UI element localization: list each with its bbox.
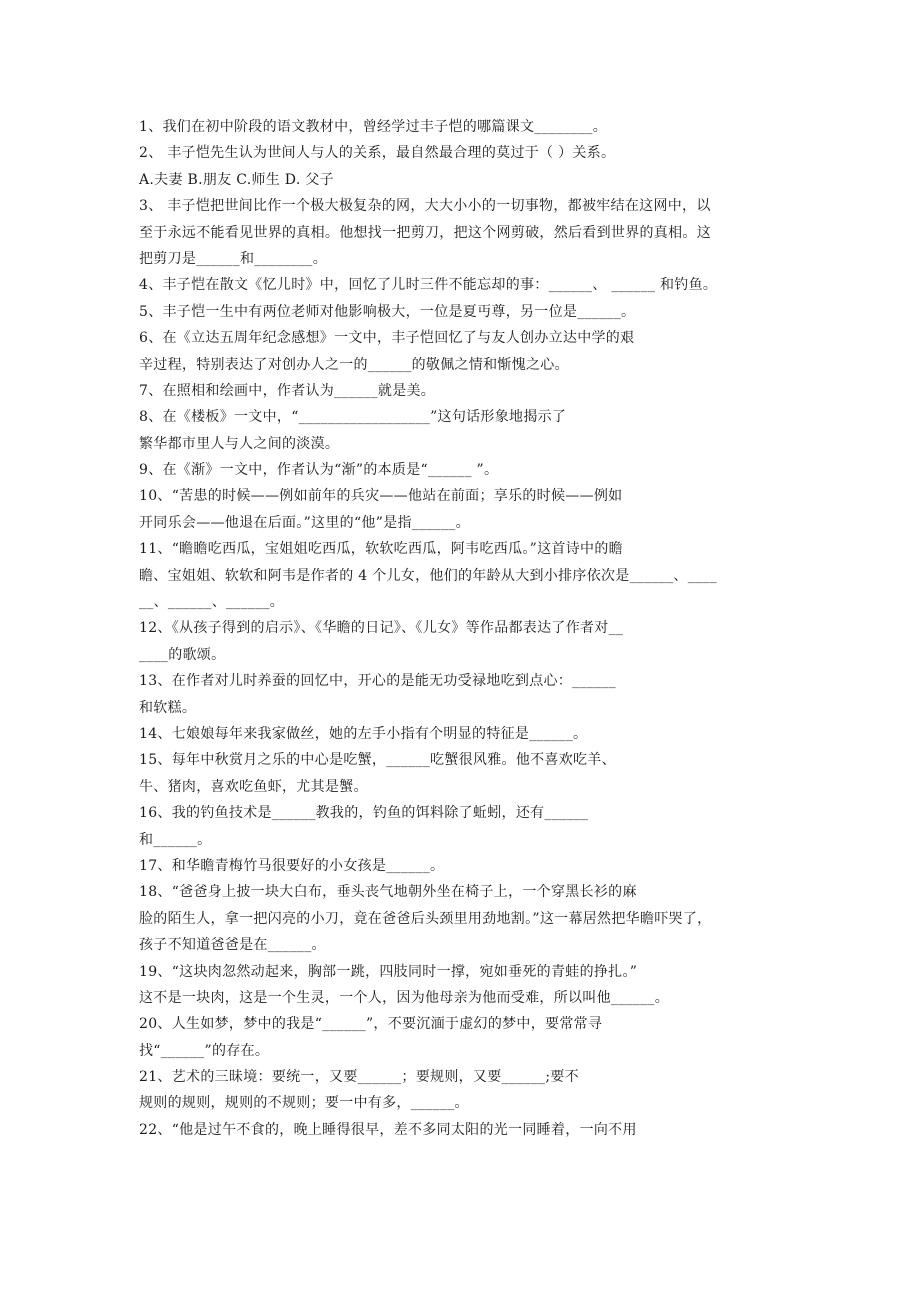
text-line: 15、每年中秋赏月之乐的中心是吃蟹，______吃蟹很风雅。他不喜欢吃羊、: [139, 752, 616, 769]
text-line: 繁华都市里人与人之间的淡漠。: [139, 435, 340, 452]
text-line: 和软糕。: [139, 699, 197, 716]
text-line: ____的歌颂。: [139, 646, 226, 663]
text-line: 开同乐会——他退在后面。”这里的“他”是指______。: [139, 514, 470, 531]
text-line: 瞻、宝姐姐、软软和阿韦是作者的 4 个儿女，他们的年龄从大到小排序依次是______、____: [139, 567, 717, 584]
text-line: 18、“爸爸身上披一块大白布，垂头丧气地朝外坐在椅子上，一个穿黑长衫的麻: [139, 884, 637, 901]
text-line: 20、人生如梦，梦中的我是“______”，不要沉湎于虚幻的梦中，要常常寻: [139, 1016, 603, 1033]
text-line: 和______。: [139, 831, 212, 848]
text-line: 找“______”的存在。: [139, 1042, 270, 1059]
text-line: 5、丰子恺一生中有两位老师对他影响极大，一位是夏丏尊，另一位是______。: [139, 303, 636, 320]
text-line: 至于永远不能看见世界的真相。他想找一把剪刀，把这个网剪破，然后看到世界的真相。这: [139, 224, 711, 241]
text-line: 1、我们在初中阶段的语文教材中，曾经学过丰子恺的哪篇课文________。: [139, 119, 608, 135]
text-line: 17、和华瞻青梅竹马很要好的小女孩是______。: [139, 857, 445, 874]
text-line: 辛过程，特别表达了对创办人之一的______的敬佩之情和惭愧之心。: [139, 356, 569, 373]
text-line: 22、“他是过午不食的，晚上睡得很早，差不多同太阳的光一同睡着，一向不用: [139, 1121, 637, 1138]
text-line: 8、在《楼板》一文中，“__________________”这句话形象地揭示了: [139, 409, 567, 426]
text-line: 9、在《渐》一文中，作者认为“渐”的本质是“______ ”。: [139, 462, 499, 479]
text-line: 16、我的钓鱼技术是______教我的，钓鱼的饵料除了蚯蚓，还有______: [139, 805, 589, 822]
text-line: A.夫妻 B.朋友 C.师生 D. 父子: [139, 171, 334, 188]
text-line: 13、在作者对儿时养蚕的回忆中，开心的是能无功受禄地吃到点心：______: [139, 673, 616, 690]
text-line: 11、“瞻瞻吃西瓜，宝姐姐吃西瓜，软软吃西瓜，阿韦吃西瓜。”这首诗中的瞻: [139, 541, 623, 558]
text-line: 脸的陌生人，拿一把闪亮的小刀，竟在爸爸后头颈里用劲地割。”这一幕居然把华瞻吓哭了，: [139, 910, 712, 927]
text-line: 21、艺术的三昧境：要统一，又要______；要规则，又要______;要不: [139, 1069, 579, 1086]
text-line: 6、在《立达五周年纪念感想》一文中，丰子恺回忆了与友人创办立达中学的艰: [139, 330, 635, 347]
text-line: 规则的规则，规则的不规则；要一中有多，______。: [139, 1095, 469, 1112]
text-line: 2、 丰子恺先生认为世间人与人的关系，最自然最合理的莫过于（ ）关系。: [139, 145, 616, 162]
text-line: 19、“这块肉忽然动起来，胸部一跳，四肢同时一撑，宛如垂死的青蛙的挣扎。”: [139, 963, 638, 980]
text-line: 12、《从孩子得到的启示》、《华瞻的日记》、《儿女》等作品都表达了作者对__: [139, 620, 624, 637]
text-line: 14、七娘娘每年来我家做丝，她的左手小指有个明显的特征是______。: [139, 725, 588, 742]
text-line: 7、在照相和绘画中，作者认为______就是美。: [139, 382, 436, 399]
text-line: __、______、______。: [139, 594, 285, 611]
text-line: 4、丰子恺在散文《忆儿时》中，回忆了儿时三件不能忘却的事：______、 ______ 和钓鱼。: [139, 277, 718, 294]
text-line: 孩子不知道爸爸是在______。: [139, 937, 326, 954]
text-line: 这不是一块肉，这是一个生灵，一个人，因为他母亲为他而受难，所以叫他______。: [139, 989, 669, 1006]
text-line: 牛、猪肉，喜欢吃鱼虾，尤其是蟹。: [139, 778, 368, 795]
text-line: 10、“苦患的时候——例如前年的兵灾——他站在前面；享乐的时候——例如: [139, 488, 623, 505]
text-line: 把剪刀是______和________。: [139, 250, 327, 267]
text-line: 3、 丰子恺把世间比作一个极大极复杂的网，大大小小的一切事物，都被牢结在这网中，以: [139, 198, 711, 215]
